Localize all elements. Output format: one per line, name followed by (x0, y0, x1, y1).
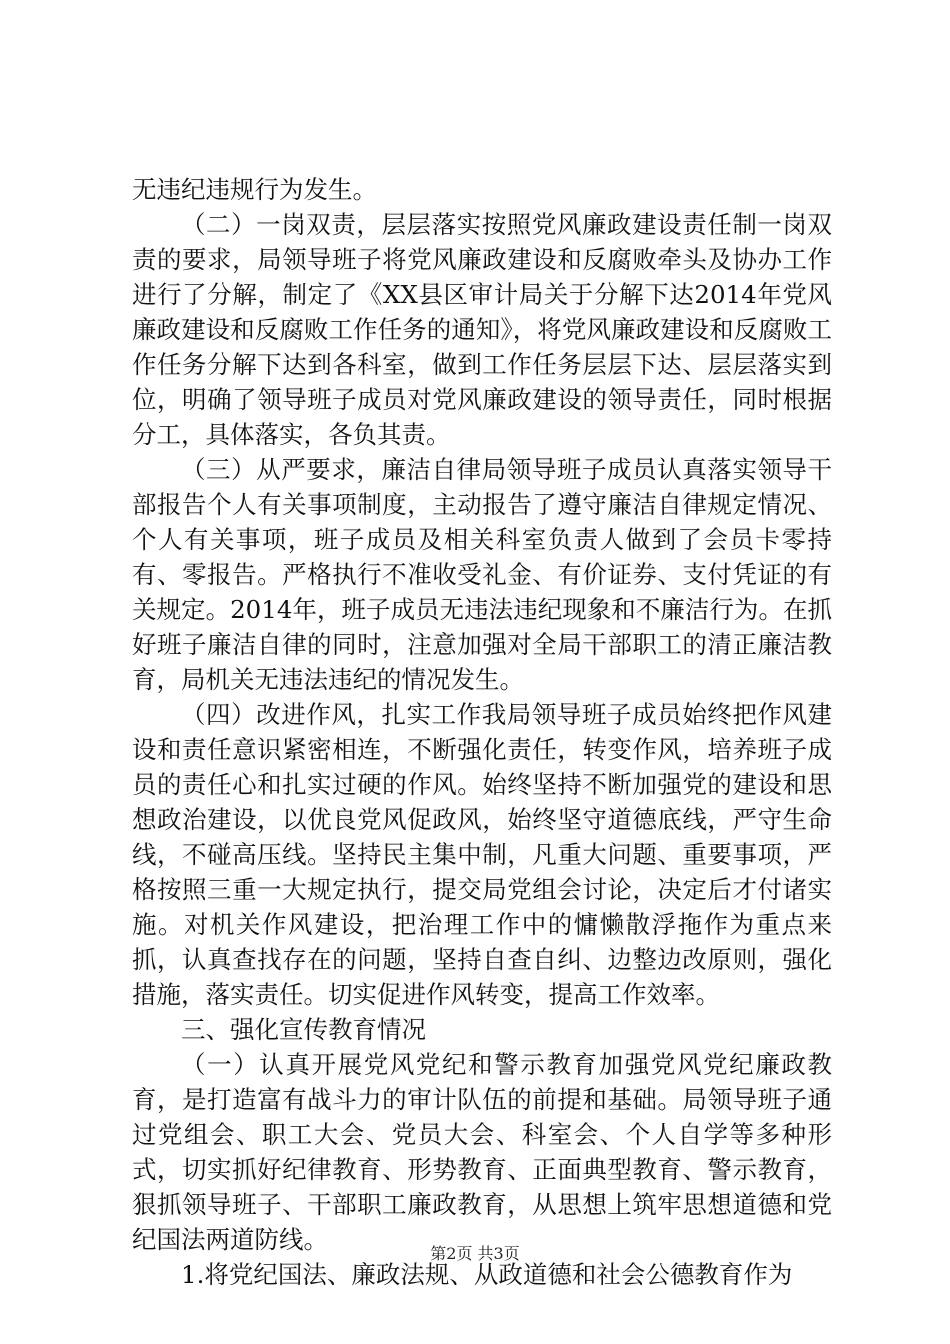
document-body (132, 172, 832, 1292)
paragraph-section-3: （三）从严要求，廉洁自律局领导班子成员认真落实领导干部报告个人有关事项制度，主动报告了遵守廉洁自律规定情况、个人有关事项，班子成员及相关科室负责人做到了会员卡零持有、零报告。严格执行不准收受礼金、有价证券、支付凭证的有关规定。2014年，班子成员无违法违纪现象和不廉洁行为。在抓好班子廉洁自律的同时，注意加强对全局干部职工的清正廉洁教育，局机关无违法违纪的情况发生。 (132, 455, 832, 694)
page-footer: 第2页 共3页 (430, 1244, 520, 1263)
paragraph-item-1: 1.将党纪国法、廉政法规、从政道德和社会公德教育作为 (181, 1260, 793, 1289)
paragraph-continuation: 无违纪违规行为发生。 (132, 175, 377, 204)
paragraph-education-1: （一）认真开展党风党纪和警示教育加强党风党纪廉政教育，是打造富有战斗力的审计队伍的前提和基础。局领导班子通过党组会、职工大会、党员大会、科室会、个人自学等多种形式，切实抓好纪律教育、形势教育、正面典型教育、警示教育，狠抓领导班子、干部职工廉政教育，从思想上筑牢思想道德和党纪国法两道防线。 (132, 1050, 832, 1254)
heading-publicity-education: 三、强化宣传教育情况 (181, 1015, 426, 1044)
paragraph-section-4: （四）改进作风，扎实工作我局领导班子成员始终把作风建设和责任意识紧密相连，不断强化责任，转变作风，培养班子成员的责任心和扎实过硬的作风。始终坚持不断加强党的建设和思想政治建设，以优良党风促政风，始终坚守道德底线，严守生命线，不碰高压线。坚持民主集中制，凡重大问题、重要事项，严格按照三重一大规定执行，提交局党组会讨论，决定后才付诸实施。对机关作风建设，把治理工作中的慵懒散浮拖作为重点来抓，认真查找存在的问题，坚持自查自纠、边整边改原则，强化措施，落实责任。切实促进作风转变，提高工作效率。 (132, 700, 832, 1009)
paragraph-section-2: （二）一岗双责，层层落实按照党风廉政建设责任制一岗双责的要求，局领导班子将党风廉政建设和反腐败牵头及协办工作进行了分解，制定了《XX县区审计局关于分解下达2014年党风廉政建设和反腐败工作任务的通知》，将党风廉政建设和反腐败工作任务分解下达到各科室，做到工作任务层层下达、层层落实到位，明确了领导班子成员对党风廉政建设的领导责任，同时根据分工，具体落实，各负其责。 (132, 210, 832, 449)
